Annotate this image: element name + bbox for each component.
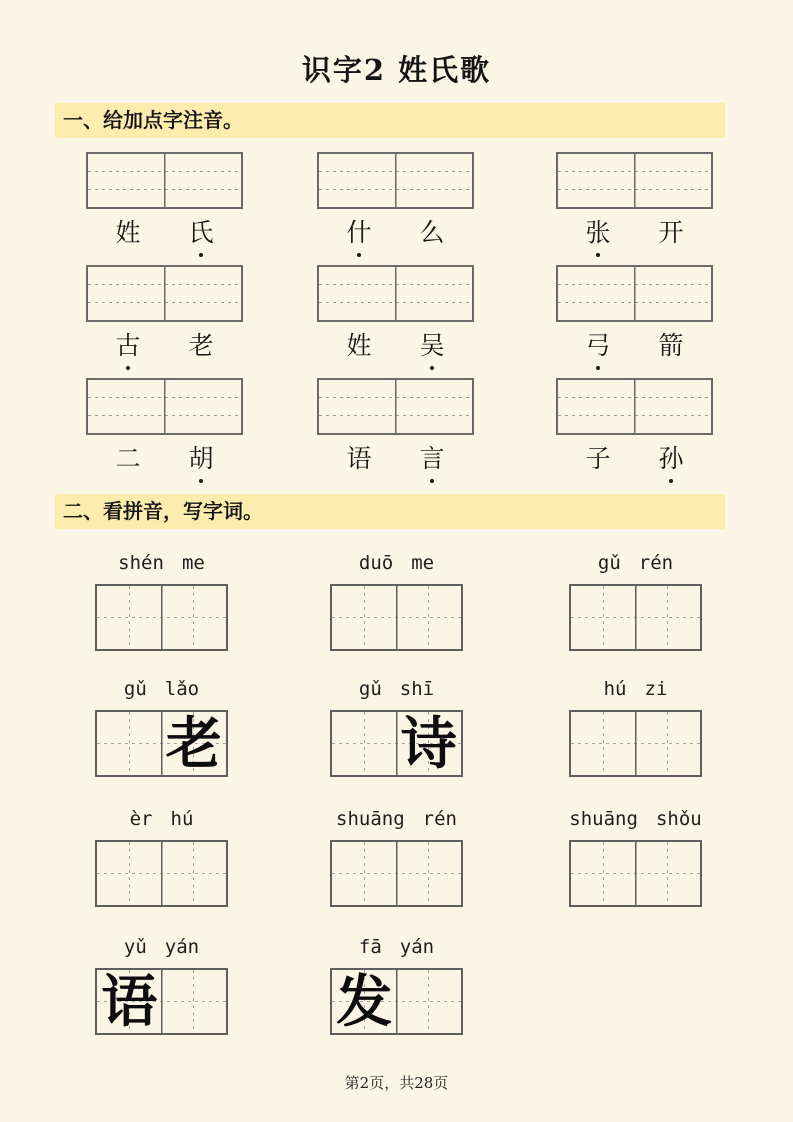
writing-cell [571,842,636,905]
pinyin-writing-item [95,934,228,1035]
writing-cell [636,842,701,905]
writing-grid [330,710,463,777]
writing-cell: 发 [336,968,393,1035]
pinyin-cell [635,267,712,320]
writing-cell [332,712,397,775]
writing-cell [332,586,397,649]
pinyin-syllable: shī [399,678,435,700]
pinyin-syllable: hú [603,678,627,700]
pinyin-label [95,550,228,576]
hanzi-char: 什 [346,218,372,247]
pinyin-cell [396,380,473,433]
pinyin-syllable: shǒu [655,808,702,830]
pinyin-writing-item [95,676,228,777]
writing-grid [330,840,463,907]
pinyin-cell [396,267,473,320]
hanzi-char: 胡 [188,444,214,473]
exercise-row [0,806,793,926]
pinyin-syllable: yǔ [123,936,147,958]
writing-cell [571,712,636,775]
exercise-row [0,265,793,385]
pinyin-cell [319,380,396,433]
writing-cell [162,970,227,1033]
pinyin-syllable: gǔ [597,552,621,574]
writing-cell [332,842,397,905]
writing-cell [397,970,462,1033]
word-pair [86,218,243,248]
section2-heading: 二、看拼音，写字词。 [55,494,725,529]
exercise-row [0,152,793,272]
writing-cell [97,712,162,775]
pinyin-cell [88,380,165,433]
pinyin-writing-item [569,550,702,651]
word-pair [317,331,474,361]
hanzi-char: 二 [115,444,141,473]
hanzi-char: 氏 [188,218,214,247]
pinyin-label [330,676,463,702]
hanzi-char: 老 [188,331,214,360]
word-pair [86,444,243,474]
section1-heading: 一、给加点字注音。 [55,103,725,138]
word-pair [556,444,713,474]
pinyin-answer-grid [317,378,474,435]
writing-cell [571,586,636,649]
pinyin-syllable: fā [358,936,382,958]
pinyin-cell [88,154,165,207]
writing-grid [95,840,228,907]
pinyin-label [569,550,702,576]
pinyin-writing-item [330,934,463,1035]
pinyin-answer-grid [86,378,243,435]
pinyin-syllable: me [411,552,435,574]
writing-grid [95,710,228,777]
word-pair-item [556,152,713,248]
pinyin-writing-item [330,550,463,651]
word-pair-item [317,152,474,248]
pinyin-answer-grid [317,152,474,209]
word-pair [317,218,474,248]
pinyin-cell [558,267,635,320]
pinyin-syllable: shuāng [336,808,405,830]
hanzi-char: 孙 [658,444,684,473]
hanzi-char: 姓 [346,331,372,360]
pinyin-answer-grid [317,265,474,322]
page-footer: 第2页，共28页 [344,1074,449,1092]
pinyin-syllable: duō [358,552,394,574]
pinyin-writing-item [95,550,228,651]
pinyin-syllable: zi [644,678,668,700]
hanzi-char: 张 [585,218,611,247]
hanzi-char: 弓 [585,331,611,360]
pinyin-cell [635,154,712,207]
hanzi-char: 子 [585,444,611,473]
pinyin-label [330,934,463,960]
writing-grid [569,710,702,777]
exercise-row [0,934,793,1054]
pinyin-writing-item [569,676,702,777]
writing-grid [330,968,463,1035]
writing-cell [97,842,162,905]
pinyin-cell [396,154,473,207]
pinyin-label [569,676,702,702]
hanzi-char: 开 [658,218,684,247]
pinyin-cell [635,380,712,433]
pinyin-writing-item [95,806,228,907]
writing-cell [636,712,701,775]
exercise-row [0,676,793,796]
writing-grid [95,968,228,1035]
pinyin-label [95,676,228,702]
pinyin-answer-grid [86,265,243,322]
pinyin-syllable: rén [638,552,674,574]
hanzi-char: 语 [346,444,372,473]
writing-grid [569,840,702,907]
writing-cell: 诗 [400,710,457,777]
hanzi-char: 古 [115,331,141,360]
hanzi-char: 姓 [115,218,141,247]
pinyin-syllable: gǔ [123,678,147,700]
word-pair-item [86,378,243,474]
pinyin-cell [165,154,242,207]
pinyin-answer-grid [86,152,243,209]
pinyin-cell [165,380,242,433]
hanzi-char: 言 [419,444,445,473]
pinyin-cell [558,154,635,207]
pinyin-syllable: hú [170,808,194,830]
pinyin-syllable: shuāng [569,808,638,830]
writing-cell [162,586,227,649]
word-pair [317,444,474,474]
pinyin-syllable: rén [422,808,457,830]
writing-cell: 语 [101,968,158,1035]
pinyin-label [330,550,463,576]
page-title: 识字2 姓氏歌 [301,53,492,87]
pinyin-cell [319,267,396,320]
writing-grid [95,584,228,651]
exercise-row [0,378,793,498]
hanzi-char: 吴 [419,331,445,360]
pinyin-label [95,934,228,960]
pinyin-syllable: me [181,552,205,574]
pinyin-syllable: gǔ [358,678,382,700]
hanzi-char: 么 [419,218,445,247]
writing-cell: 老 [165,710,222,777]
pinyin-cell [558,380,635,433]
pinyin-label [569,806,702,832]
pinyin-cell [319,154,396,207]
pinyin-syllable: yán [399,936,435,958]
writing-cell [397,842,462,905]
exercise-row [0,550,793,670]
word-pair-item [86,152,243,248]
pinyin-answer-grid [556,152,713,209]
pinyin-writing-item [330,676,463,777]
writing-cell [97,586,162,649]
pinyin-syllable: shén [118,552,164,574]
pinyin-cell [88,267,165,320]
word-pair [556,331,713,361]
word-pair-item [86,265,243,361]
word-pair [556,218,713,248]
writing-cell [397,586,462,649]
writing-cell [162,842,227,905]
word-pair-item [317,378,474,474]
pinyin-writing-item [330,806,463,907]
pinyin-syllable: lǎo [164,678,200,700]
writing-grid [330,584,463,651]
word-pair [86,331,243,361]
word-pair-item [556,265,713,361]
writing-grid [569,584,702,651]
word-pair-item [556,378,713,474]
pinyin-label [330,806,463,832]
pinyin-answer-grid [556,265,713,322]
pinyin-syllable: èr [129,808,153,830]
writing-cell [636,586,701,649]
pinyin-answer-grid [556,378,713,435]
hanzi-char: 箭 [658,331,684,360]
pinyin-label [95,806,228,832]
pinyin-writing-item [569,806,702,907]
word-pair-item [317,265,474,361]
pinyin-cell [165,267,242,320]
pinyin-syllable: yán [164,936,200,958]
